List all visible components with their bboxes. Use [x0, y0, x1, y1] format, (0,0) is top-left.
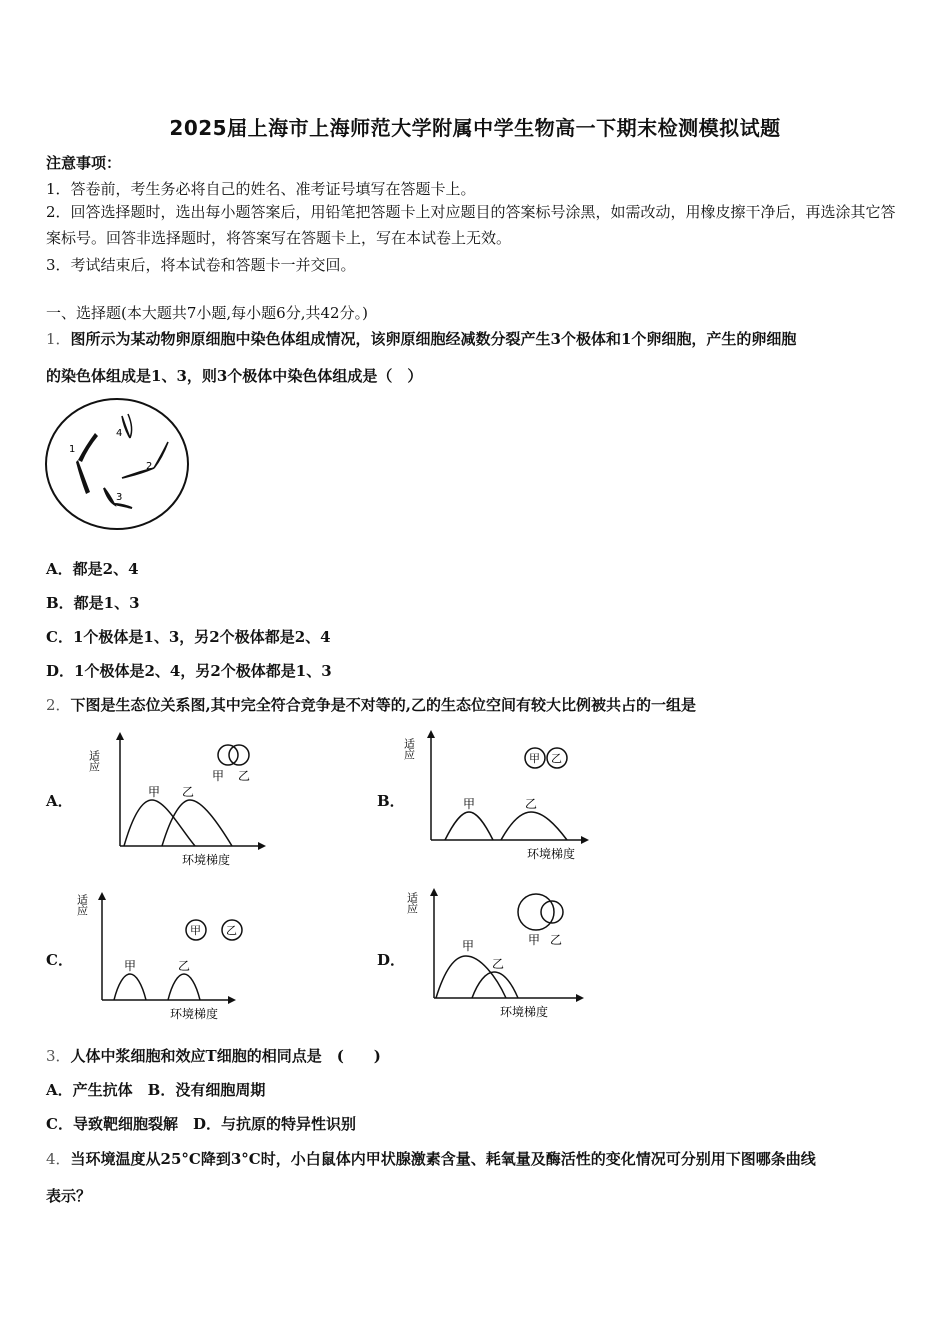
graph-c-venn-label-yi: 乙	[226, 924, 237, 937]
graph-d-x-label: 环境梯度	[500, 1005, 549, 1019]
graph-b-curve-label-jia: 甲	[463, 797, 476, 811]
q2-option-b[interactable]: B．	[377, 792, 405, 810]
section-heading: 一、选择题(本大题共7小题,每小题6分,共42分。)	[46, 304, 368, 322]
graph-c-curve-label-jia: 甲	[124, 959, 137, 973]
chromosome-label-4: 4	[116, 428, 123, 439]
graph-c-venn-label-jia: 甲	[190, 924, 201, 937]
chromosome-label-1: 1	[69, 444, 76, 455]
q1-text-line2: 的染色体组成是1、3，则3个极体中染色体组成是（ ）	[46, 367, 423, 385]
q3-line	[46, 1045, 381, 1066]
notice-item-2: 2．回答选择题时，选出每小题答案后，用铅笔把答题卡上对应题目的答案标号涂黑，如需改动，用橡皮擦干净后，再选涂其它答案标号。回答非选择题时，将答案写在答题卡上，写在本试卷上无效。	[46, 203, 896, 247]
chromosome-label-3: 3	[116, 492, 123, 503]
q3-options-line2[interactable]: C．导致靶细胞裂解 D．与抗原的特异性识别	[46, 1115, 356, 1133]
graph-b-x-label: 环境梯度	[527, 847, 576, 861]
graph-a-venn-label-jia: 甲	[212, 769, 225, 783]
q1-option-a[interactable]: A．都是2、4	[46, 560, 139, 578]
graph-d-curve-label-yi: 乙	[492, 957, 505, 971]
q2-option-a[interactable]: A．	[46, 792, 73, 810]
q1-option-d[interactable]: D．1个极体是2、4，另2个极体都是1、3	[46, 662, 332, 680]
q1-number: 1．	[46, 330, 71, 348]
graph-d-y-label: 适应	[405, 892, 419, 914]
notice-item-3: 3．考试结束后，将本试卷和答题卡一并交回。	[46, 256, 356, 274]
graph-a-venn-label-yi: 乙	[238, 769, 251, 783]
graph-b-curve-label-yi: 乙	[525, 797, 538, 811]
niche-graph-c	[75, 888, 268, 1028]
q4-text-line2: 表示？	[46, 1187, 92, 1205]
graph-d-venn-label-yi: 乙	[550, 933, 563, 947]
q3-text: 人体中浆细胞和效应T细胞的相同点是 ( )	[70, 1047, 381, 1065]
q2-option-d[interactable]: D．	[377, 951, 406, 969]
q1-line1	[46, 328, 796, 349]
q1-text-line1: 图所示为某动物卵原细胞中染色体组成情况，该卵原细胞经减数分裂产生3个极体和1个卵细胞，产生的卵细胞	[70, 330, 797, 348]
q3-options-line1[interactable]: A．产生抗体 B．没有细胞周期	[46, 1081, 266, 1099]
q1-option-c[interactable]: C．1个极体是1、3，另2个极体都是2、4	[46, 628, 331, 646]
graph-d-curve-label-jia: 甲	[462, 939, 475, 953]
graph-a-x-label: 环境梯度	[182, 853, 231, 867]
q4-line1	[46, 1148, 816, 1169]
q2-option-c[interactable]: C．	[46, 951, 73, 969]
notice-heading: 注意事项：	[46, 154, 122, 172]
graph-a-curve-label-yi: 乙	[182, 785, 195, 799]
chromosome-label-2: 2	[146, 461, 153, 472]
q4-number: 4．	[46, 1150, 71, 1168]
graph-c-x-label: 环境梯度	[170, 1007, 219, 1021]
niche-graph-a	[87, 728, 280, 868]
q1-option-b[interactable]: B．都是1、3	[46, 594, 140, 612]
page-title: 2025届上海市上海师范大学附属中学生物高一下期末检测模拟试题	[169, 116, 781, 140]
graph-b-venn-label-yi: 乙	[551, 752, 562, 765]
q2-text: 下图是生态位关系图,其中完全符合竞争是不对等的,乙的生态位空间有较大比例被共占的一组是	[70, 696, 696, 714]
graph-c-curve-label-yi: 乙	[178, 959, 191, 973]
graph-b-y-label: 适应	[402, 738, 416, 760]
graph-a-curve-label-jia: 甲	[148, 785, 161, 799]
niche-graph-b	[402, 728, 605, 868]
q2-number: 2．	[46, 696, 71, 714]
graph-a-y-label: 适应	[87, 750, 101, 772]
q3-number: 3．	[46, 1047, 71, 1065]
graph-c-y-label: 适应	[75, 894, 89, 916]
notice-item-1: 1．答卷前，考生务必将自己的姓名、准考证号填写在答题卡上。	[46, 180, 476, 198]
graph-d-venn-label-jia: 甲	[528, 933, 541, 947]
graph-b-venn-label-jia: 甲	[529, 752, 540, 765]
q1-cell-figure	[40, 400, 200, 540]
q4-text-line1: 当环境温度从25°C降到3°C时，小白鼠体内甲状腺激素含量、耗氧量及酶活性的变化情况可分别用下图哪条曲线	[70, 1150, 816, 1168]
q2-line	[46, 694, 696, 715]
niche-graph-d	[405, 886, 608, 1026]
